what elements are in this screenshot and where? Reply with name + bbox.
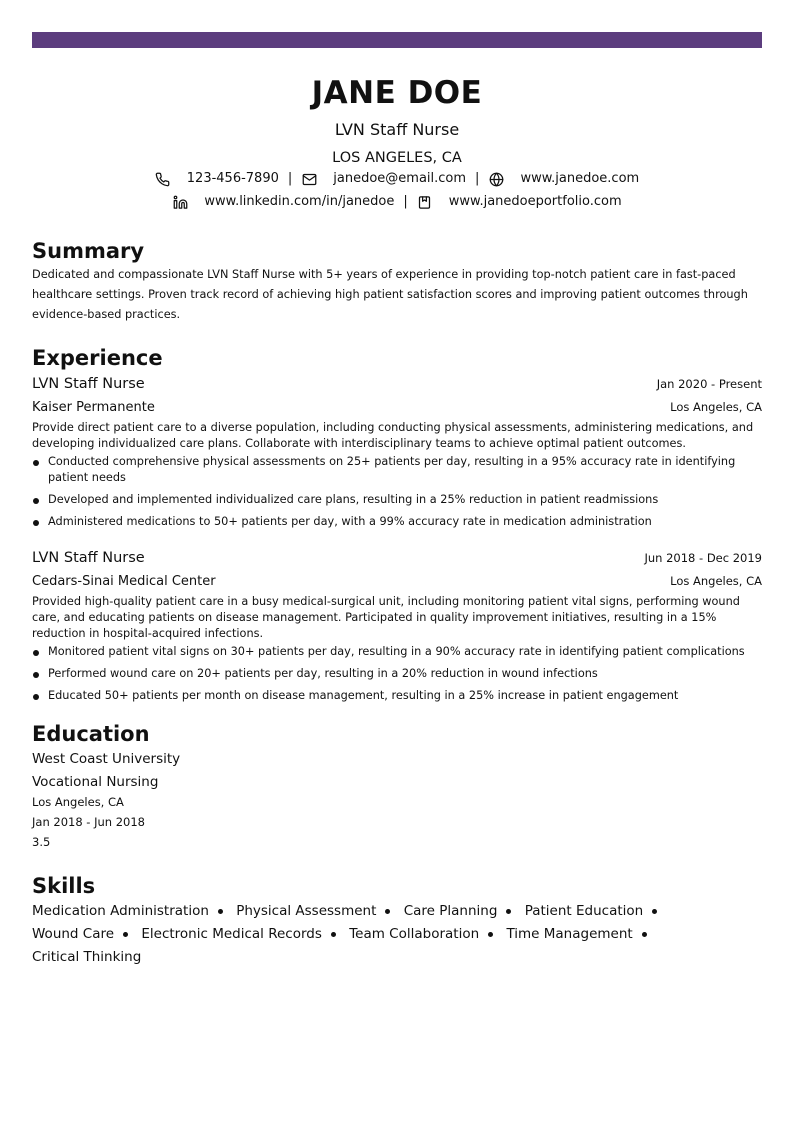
job-dates: Jun 2018 - Dec 2019 <box>644 551 762 565</box>
linkedin-text: www.linkedin.com/in/janedoe <box>204 194 395 209</box>
skill-item: Electronic Medical Records <box>141 926 322 942</box>
skill-item: Medication Administration <box>32 903 209 919</box>
skill-item: Physical Assessment <box>236 903 377 919</box>
job-location: Los Angeles, CA <box>670 574 762 588</box>
bullet-text: Developed and implemented individualized care plans, resulting in a 25% reduction in patient readmissions <box>48 493 659 506</box>
job-bullet <box>32 688 762 704</box>
portfolio-icon <box>417 194 433 210</box>
skills-list <box>32 900 752 969</box>
job-entry <box>32 373 762 530</box>
job-entry <box>32 547 762 704</box>
job-bullet <box>32 666 762 682</box>
skill-separator-dot <box>652 909 657 914</box>
skill-separator-dot <box>218 909 223 914</box>
mail-icon <box>301 171 317 187</box>
candidate-location: LOS ANGELES, CA <box>332 150 462 166</box>
contact-portfolio[interactable] <box>417 193 622 211</box>
skill-item: Care Planning <box>403 903 498 919</box>
bullet-text: Monitored patient vital signs on 30+ patients per day, resulting in a 90% accuracy rate in identifying patient complications <box>48 645 745 658</box>
candidate-name: JANE DOE <box>311 75 483 111</box>
bullet-dot-icon <box>33 520 39 526</box>
bullet-dot-icon <box>33 694 39 700</box>
job-description: Provide direct patient care to a diverse population, including conducting physical assessments, administering medications, and developing individualized care plans. Collaborate with interdisciplinary teams to achieve optimal patient outcomes. <box>32 421 754 450</box>
summary-text: Dedicated and compassionate LVN Staff Nurse with 5+ years of experience in providing top-notch patient care in fast-paced healthcare settings. Proven track record of achieving high patient satisfaction scores and improving patient outcomes through evidence-based practices. <box>32 268 748 321</box>
separator: | <box>403 194 408 209</box>
linkedin-icon <box>172 194 188 210</box>
contact-line-1 <box>32 170 762 188</box>
education-gpa: 3.5 <box>32 835 51 849</box>
job-bullet <box>32 514 762 530</box>
bullet-text: Performed wound care on 20+ patients per day, resulting in a 20% reduction in wound infections <box>48 667 598 680</box>
phone-text: 123-456-7890 <box>186 171 279 186</box>
separator: | <box>475 171 480 186</box>
email-text: janedoe@email.com <box>333 171 467 186</box>
skill-separator-dot <box>331 932 336 937</box>
education-dates: Jan 2018 - Jun 2018 <box>32 815 146 829</box>
education-school: West Coast University <box>32 751 181 767</box>
bullet-text: Administered medications to 50+ patients per day, with a 99% accuracy rate in medication administration <box>48 515 652 528</box>
contact-linkedin[interactable] <box>172 193 394 211</box>
globe-icon <box>488 171 504 187</box>
website-text: www.janedoe.com <box>520 171 640 186</box>
bullet-text: Conducted comprehensive physical assessments on 25+ patients per day, resulting in a 95% accuracy rate in identifying patient needs <box>48 455 736 484</box>
bullet-dot-icon <box>33 460 39 466</box>
bullet-text: Educated 50+ patients per month on disease management, resulting in a 25% increase in patient engagement <box>48 689 679 702</box>
skill-separator-dot <box>488 932 493 937</box>
job-bullet <box>32 454 762 486</box>
skill-separator-dot <box>123 932 128 937</box>
accent-bar <box>32 32 762 48</box>
portfolio-text: www.janedoeportfolio.com <box>448 194 622 209</box>
job-dates: Jan 2020 - Present <box>656 377 762 391</box>
skill-item: Critical Thinking <box>32 949 142 965</box>
summary-heading: Summary <box>32 239 145 263</box>
job-description: Provided high-quality patient care in a busy medical-surgical unit, including monitoring patient vital signs, performing wound care, and educating patients on disease management. Participated in quality improvement initiatives, resulting in a 15% reduction in hospital-acquired infections. <box>32 595 740 640</box>
job-title: LVN Staff Nurse <box>32 550 145 566</box>
skills-heading: Skills <box>32 874 96 898</box>
contact-phone[interactable] <box>155 170 279 188</box>
skill-separator-dot <box>642 932 647 937</box>
skill-item: Team Collaboration <box>349 926 480 942</box>
experience-heading: Experience <box>32 346 163 370</box>
bullet-dot-icon <box>33 498 39 504</box>
contact-email[interactable] <box>301 170 466 188</box>
skill-separator-dot <box>385 909 390 914</box>
separator: | <box>287 171 293 186</box>
contact-line-2 <box>32 193 762 211</box>
job-title: LVN Staff Nurse <box>32 376 145 392</box>
skill-separator-dot <box>506 909 511 914</box>
job-bullet <box>32 492 762 508</box>
bullet-dot-icon <box>33 672 39 678</box>
job-bullet <box>32 644 762 660</box>
education-heading: Education <box>32 722 150 746</box>
skill-item: Time Management <box>506 926 633 942</box>
job-company: Kaiser Permanente <box>32 400 155 415</box>
skill-item: Wound Care <box>32 926 115 942</box>
job-location: Los Angeles, CA <box>670 400 762 414</box>
skill-item: Patient Education <box>524 903 644 919</box>
job-company: Cedars-Sinai Medical Center <box>32 574 216 589</box>
education-location: Los Angeles, CA <box>32 795 124 809</box>
job-bullets <box>32 644 762 704</box>
resume-page <box>32 32 762 969</box>
contact-website[interactable] <box>488 170 639 188</box>
phone-icon <box>155 171 171 187</box>
bullet-dot-icon <box>33 650 39 656</box>
job-bullets <box>32 454 762 530</box>
candidate-role: LVN Staff Nurse <box>334 120 460 139</box>
education-degree: Vocational Nursing <box>32 774 159 790</box>
